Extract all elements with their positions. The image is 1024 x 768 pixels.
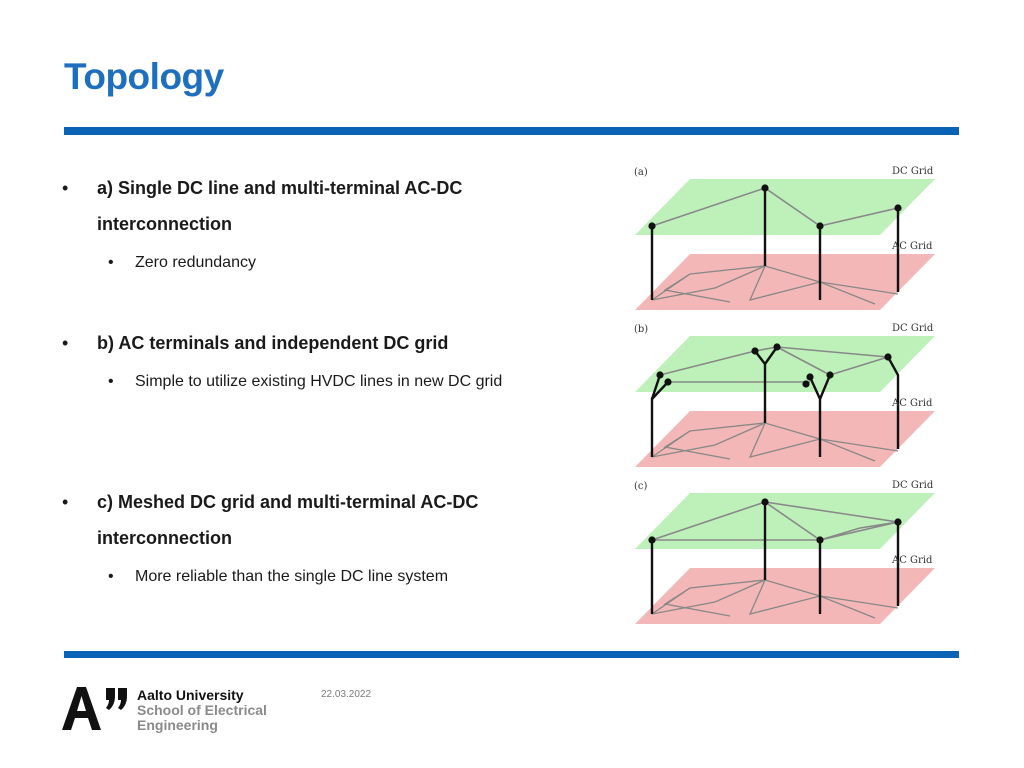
topology-diagram-a: [630, 162, 940, 312]
ac-grid-label: AC Grid: [892, 241, 933, 252]
diagram-tag: (b): [634, 324, 649, 335]
dc-plane: [635, 179, 935, 235]
bullet-a-line1: a) Single DC line and multi-terminal AC-DC: [97, 178, 463, 198]
slide-title: Topology: [64, 56, 224, 97]
sub-bullet-marker: •: [108, 568, 114, 585]
slide-date: 22.03.2022: [321, 689, 372, 700]
diagram-tag: (c): [634, 481, 648, 492]
dc-grid-label: DC Grid: [892, 323, 934, 334]
sub-bullet-text-c: More reliable than the single DC line system: [135, 568, 449, 585]
dc-plane: [635, 336, 935, 392]
ac-plane: [635, 254, 935, 310]
bullet-a-line2: interconnection: [97, 214, 233, 234]
diagram-tag: (a): [634, 167, 648, 178]
sub-bullet-text-b: Simple to utilize existing HVDC lines in new DC grid: [135, 373, 503, 390]
bullet-marker: •: [62, 492, 69, 512]
university-line3: Engineering: [137, 717, 218, 733]
ac-grid-label: AC Grid: [892, 555, 933, 566]
bullet-marker: •: [62, 333, 69, 353]
bullet-marker: •: [62, 178, 69, 198]
topology-diagram-b: [630, 319, 940, 469]
bullet-text-b: b) AC terminals and independent DC grid: [97, 333, 449, 353]
university-line2: School of Electrical: [137, 702, 267, 718]
sub-bullet-marker: •: [108, 373, 114, 390]
dc-grid-label: DC Grid: [892, 480, 934, 491]
bullet-c-line1: c) Meshed DC grid and multi-terminal AC-DC: [97, 492, 479, 512]
aalto-logo: [62, 686, 128, 737]
university-name: [137, 688, 267, 733]
topology-diagram-c: [630, 476, 940, 626]
dc-grid-label: DC Grid: [892, 166, 934, 177]
university-line1: Aalto University: [137, 687, 244, 703]
bullet-c-line2: interconnection: [97, 528, 233, 548]
bullet-list: [0, 0, 600, 640]
ac-plane: [635, 411, 935, 467]
sub-bullet-marker: •: [108, 254, 114, 271]
sub-bullet-text-a: Zero redundancy: [135, 254, 256, 271]
bullet-text-a: [97, 170, 557, 242]
bottom-divider: [64, 651, 959, 658]
ac-plane: [635, 568, 935, 624]
ac-grid-label: AC Grid: [892, 398, 933, 409]
bullet-text-c: [97, 484, 557, 556]
